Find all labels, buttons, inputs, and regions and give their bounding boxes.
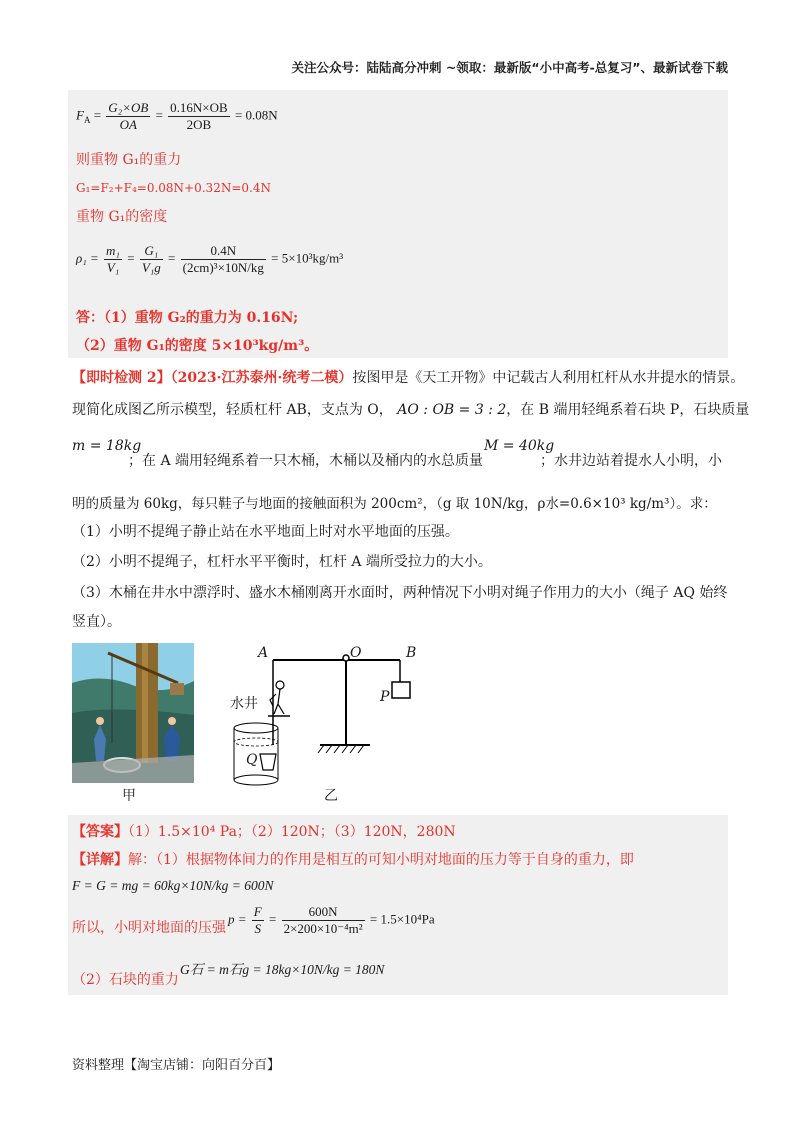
answer-line: 【答案】（1）1.5×10⁴ Pa；（2）120N；（3）120N，280N bbox=[72, 824, 456, 840]
stone-equation: G石 = m石g = 18kg×10N/kg = 180N bbox=[180, 962, 385, 977]
label-A: A bbox=[258, 645, 269, 661]
density-equation: ρ₁ = $\frac{\text{m₁}}{\text{V₁}}$ = $\frac{\text{G₁}}{\text{V₁g}}$ = $\frac{0.4N}{\text{(2cm)³×10N/kg}}$ = 5×10³kg/m³ bbox=[76, 243, 344, 275]
fa-fraction-2: $\frac{0.16N\times OB}{2OB}$ bbox=[170, 100, 228, 132]
page-header: 关注公众号：陆陆高分冲刺 ~领取：最新版“小中高考-总复习”、最新试卷下载 bbox=[291, 60, 728, 75]
problem-line-3b: ；水井边站着提水人小明，小 bbox=[540, 453, 722, 469]
question-1: （1）小明不提绳子静止站在水平地面上时对水平地面的压强。 bbox=[72, 524, 459, 540]
g1-intro: 则重物 G₁的重力 bbox=[76, 152, 182, 168]
density-intro: 重物 G₁的密度 bbox=[76, 209, 168, 225]
label-well: 水井 bbox=[230, 696, 258, 712]
label-Q: Q bbox=[246, 752, 258, 768]
problem-line-1: 【即时检测 2】（2023·江苏泰州·统考二模）按图甲是《天工开物》中记载古人利用杠杆从水井提水的情景。 bbox=[72, 370, 745, 386]
ancient-well-illustration bbox=[72, 643, 194, 783]
stone-intro: （2）石块的重力 bbox=[72, 972, 179, 988]
problem-source: （2023·江苏泰州·统考二模） bbox=[170, 370, 353, 386]
question-3a: （3）木桶在井水中漂浮时、盛水木桶刚离开水面时，两种情况下小明对绳子作用力的大小（绳子 AQ 始终 bbox=[72, 585, 728, 601]
detail-line: 【详解】解：（1）根据物体间力的作用是相互的可知小明对地面的压力等于自身的重力，即 bbox=[72, 852, 634, 868]
g1-equation: G₁=F₂+F₄=0.08N+0.32N=0.4N bbox=[76, 181, 271, 195]
answer-line-1: 答：（1）重物 G₂的重力为 0.16N; bbox=[76, 310, 299, 326]
pressure-intro: 所以，小明对地面的压强 bbox=[72, 920, 226, 936]
weight-equation: F = G = mg = 60kg×10N/kg = 600N bbox=[72, 878, 274, 893]
ratio: AO : OB = 3 : 2 bbox=[397, 402, 507, 418]
figure-caption-right: 乙 bbox=[324, 788, 338, 804]
problem-tag: 【即时检测 2】 bbox=[72, 370, 171, 386]
figure-caption-left: 甲 bbox=[122, 788, 136, 804]
label-O: O bbox=[350, 645, 362, 661]
question-3b: 竖直）。 bbox=[72, 614, 121, 630]
mass-m: m = 18kg bbox=[72, 438, 142, 454]
problem-line-4: 明的质量为 60kg，每只鞋子与地面的接触面积为 200cm²，（g 取 10N/kg，ρ水=0.6×10³ kg/m³）。求： bbox=[72, 496, 717, 512]
label-P: P bbox=[380, 689, 390, 705]
fa-fraction-1: $\frac{\text{G₂×OB}}{OA}$ bbox=[108, 100, 149, 132]
fa-equation: $F_A$ = $\frac{\text{G₂×OB}}{OA}$ = $\frac{0.16N\times OB}{2OB}$ = 0.08N bbox=[76, 100, 278, 132]
label-B: B bbox=[406, 645, 417, 661]
problem-line-3: ；在 A 端用轻绳系着一只木桶，木桶以及桶内的水总质量 bbox=[128, 453, 484, 469]
question-2: （2）小明不提绳子，杠杆水平平衡时，杠杆 A 端所受拉力的大小。 bbox=[72, 554, 492, 570]
problem-line-2: 现简化成图乙所示模型，轻质杠杆 AB，支点为 O， AO : OB = 3 : 2，在 B 端用轻绳系着石块 P，石块质量 bbox=[72, 402, 750, 418]
answer-line-2: （2）重物 G₁的密度 5×10³kg/m³。 bbox=[76, 338, 319, 354]
pressure-equation: p = $\frac{F}{S}$ = $\frac{600N}{\text{2×200×10⁻⁴m²}}$ = 1.5×10⁴Pa bbox=[228, 904, 435, 936]
page-footer: 资料整理【淘宝店铺：向阳百分百】 bbox=[72, 1058, 281, 1073]
mass-M: M = 40kg bbox=[484, 438, 555, 454]
